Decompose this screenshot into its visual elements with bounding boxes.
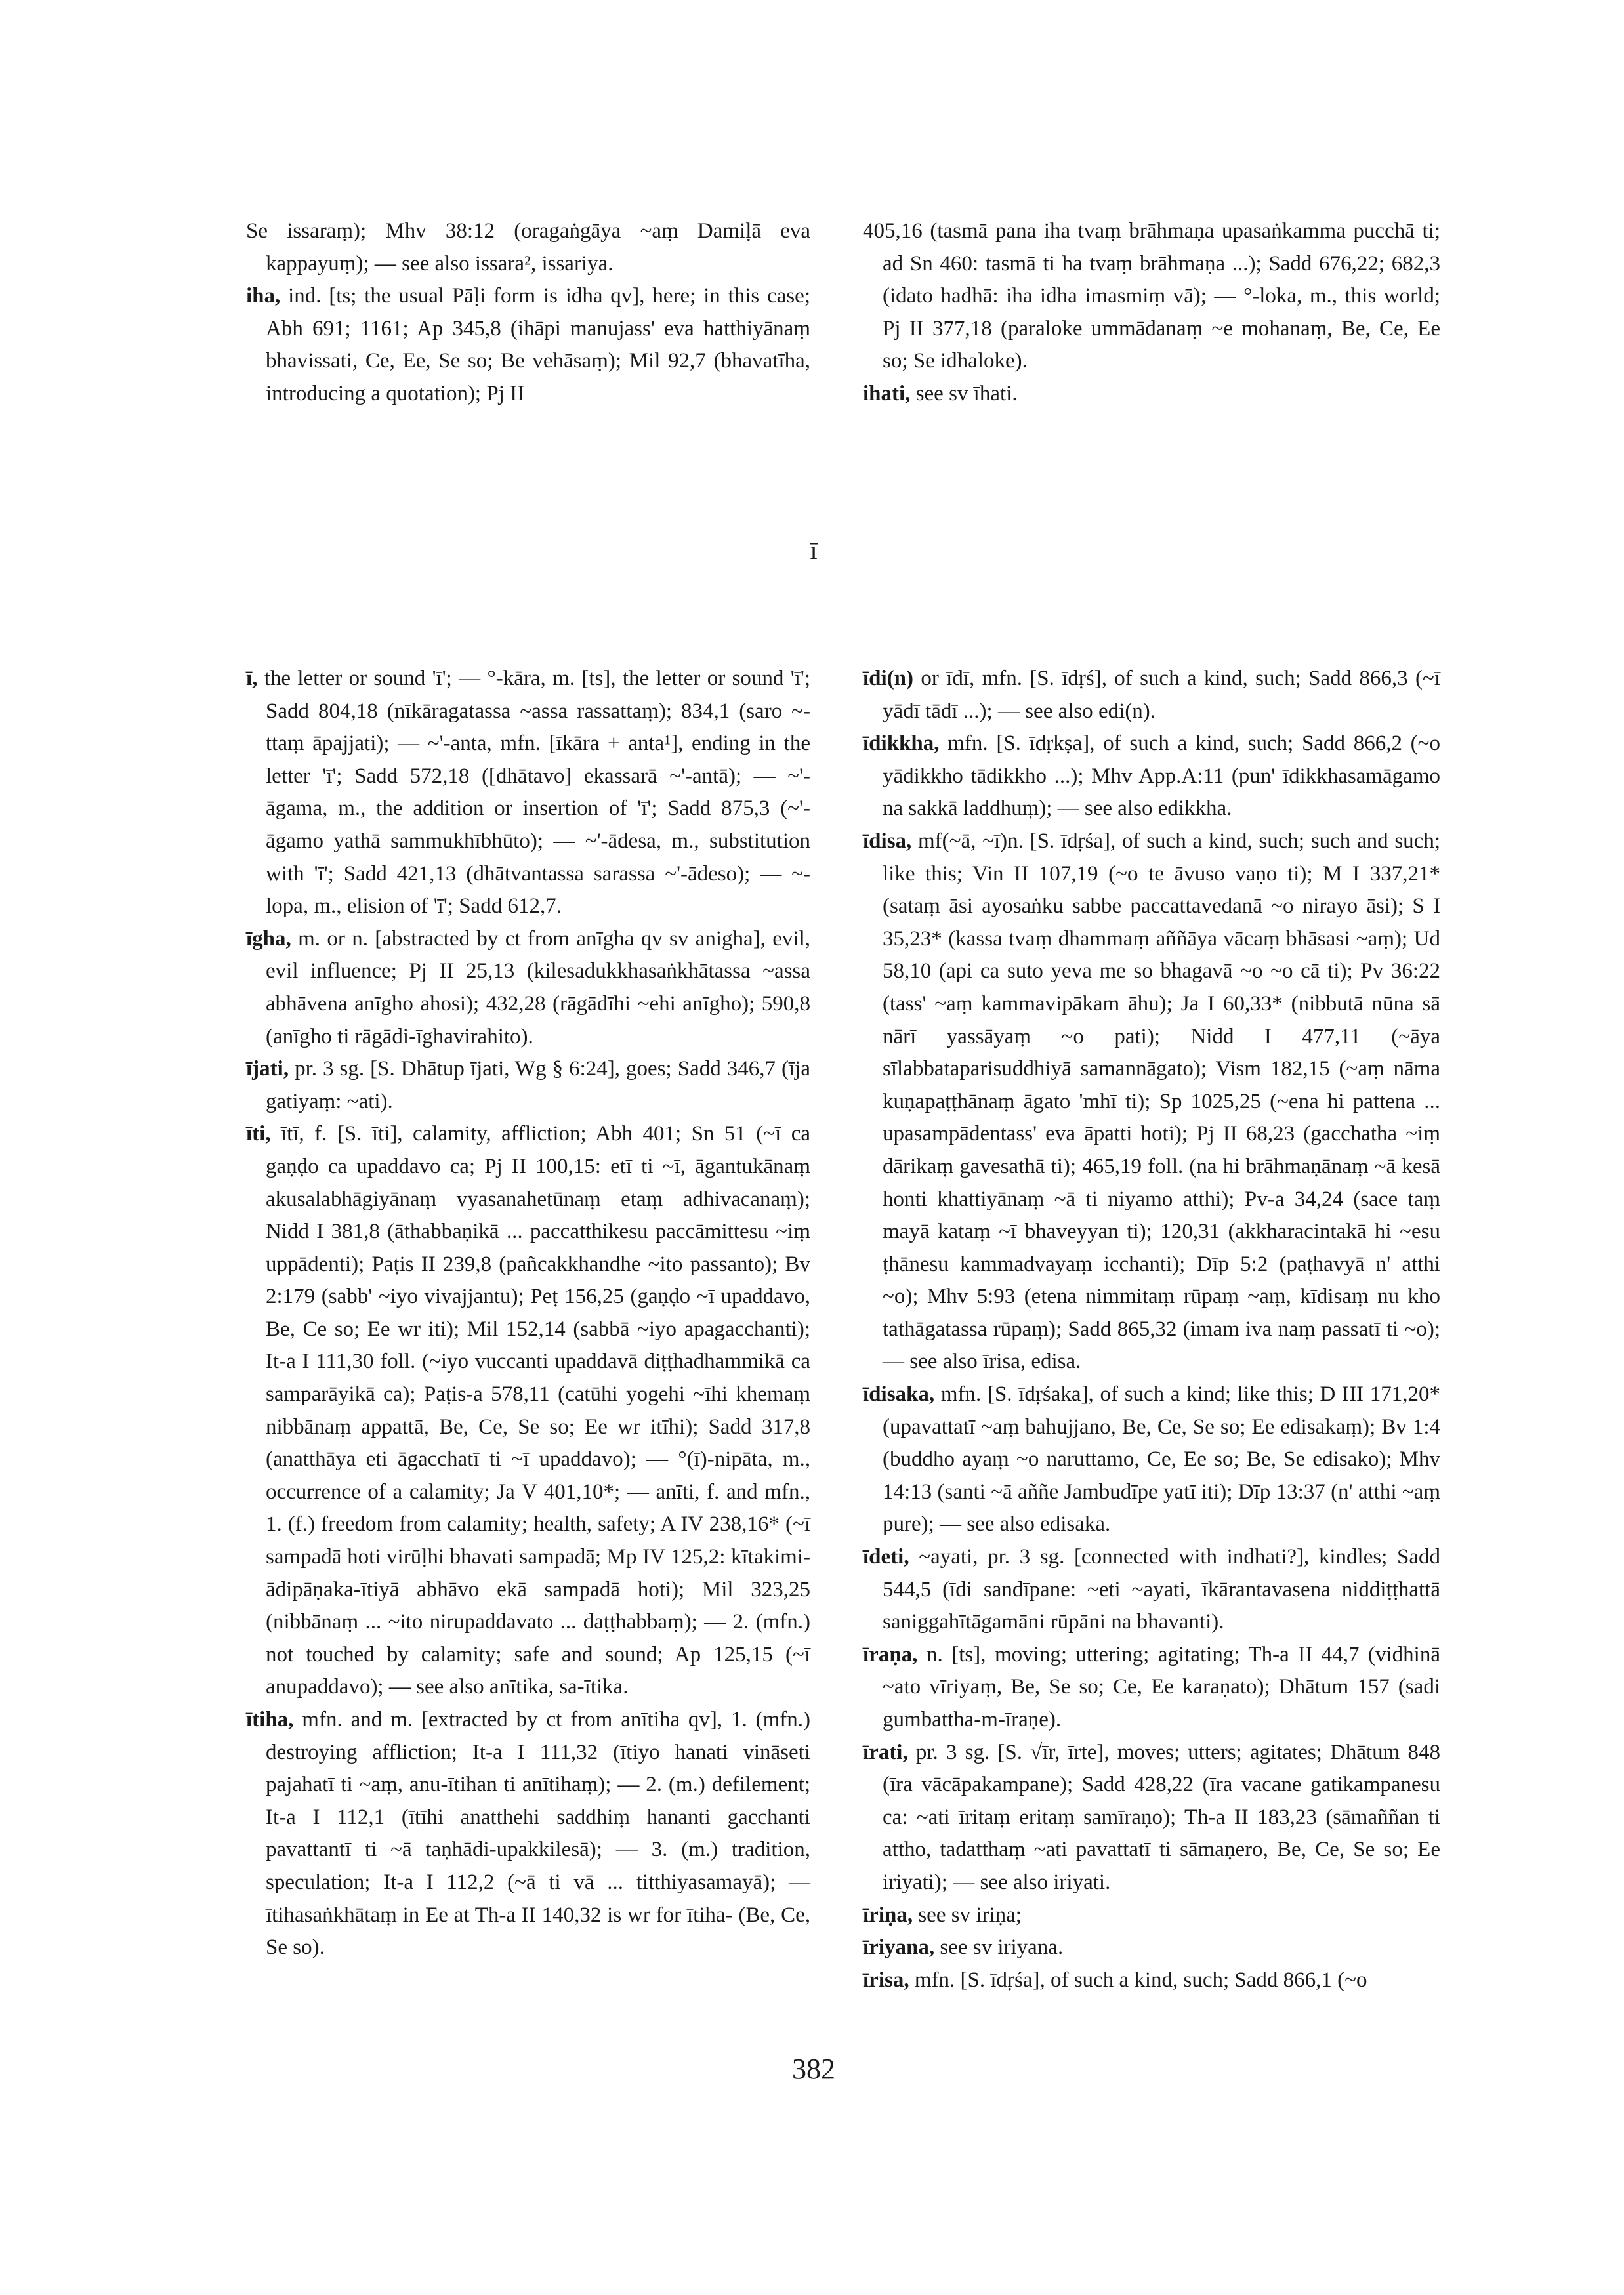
entry-body: mfn. [S. īdṛśaka], of such a kind; like this; D III 171,20* (upavattatī ~aṃ bahujjano, Be, Ce, Se so; Ee edisakaṃ); Bv 1:4 (buddho ayaṃ ~o naruttamo, Ce, Ee so; Be, Se edisako); Mhv 14:13 (santi ~ā aññe Jambudīpe yatī iti); Dīp 13:37 (n' atthi ~aṃ pure); — see also edisaka. — [883, 1382, 1440, 1537]
entry-headword: ī, — [246, 667, 258, 690]
entry-body: mf(~ā, ~ī)n. [S. īdṛśa], of such a kind, such; such and such; like this; Vin II 107,19 (~o te āvuso vaṇo ti); M I 337,21* (sataṃ āsi ayosaṅku sabbe paccattavedanā ~o nirayo āsi); S I 35,23* (kassa tvaṃ dhammaṃ aññāya vācaṃ bhāsasi ~aṃ); Ud 58,10 (api ca suto yeva me so bhagavā ~o ~o cā ti); Pv 36:22 (tass' ~aṃ kammavipākam āhu); Ja I 60,33* (nibbutā nūna sā nārī yassāyaṃ ~o pati); Nidd I 477,11 (~āya sīlabbataparisuddhiyā samannāgato); Vism 182,15 (~aṃ nāma kuṇapaṭṭhānaṃ āgato 'mhī ti); Sp 1025,25 (~ena hi pattena ... upasampādentass' eva āpatti hoti); Pj II 68,23 (gacchatha ~iṃ dārikaṃ gavesathā ti); 465,19 foll. (na hi brāhmaṇānaṃ ~ā kesā honti khattiyānaṃ ~ā ti niyamo atthi); Pv-a 34,24 (sace taṃ mayā kataṃ ~ī bhaveyyan ti); 120,31 (akkharacintakā hi ~esu ṭhānesu kammadvayaṃ icchanti); Dīp 5:2 (paṭhavyā n' atthi ~o); Mhv 5:93 (etena nimmitaṃ rūpaṃ ~aṃ, kīdisaṃ nu kho tathāgatassa rūpaṃ); Sadd 865,32 (imam iva naṃ passatī ti ~o); — see also īrisa, edisa. — [883, 829, 1440, 1374]
page-number: 382 — [792, 2053, 835, 2085]
dictionary-entry — [246, 663, 810, 923]
entry-headword: īraṇa, — [863, 1642, 918, 1666]
entry-body: the letter or sound 'ī'; — °-kāra, m. [ts], the letter or sound 'ī'; Sadd 804,18 (nīkāragatassa ~assa rassattaṃ); 834,1 (saro ~-ttaṃ āpajjati); — ~'-anta, mfn. [īkāra + anta¹], ending in the letter 'ī'; Sadd 572,18 ([dhātavo] ekassarā ~'-antā); — ~'-āgama, m., the addition or insertion of 'ī'; Sadd 875,3 (~'-āgamo yathā sammukhībhūto); — ~'-ādesa, m., substitution with 'ī'; Sadd 421,13 (dhātvantassa sarassa ~'-ādeso); — ~-lopa, m., elision of 'ī'; Sadd 612,7. — [257, 667, 810, 919]
section-letter: ī — [810, 535, 818, 565]
dictionary-entry — [863, 663, 1440, 728]
entry-headword: īdeti, — [863, 1545, 909, 1569]
dictionary-entry — [863, 1639, 1440, 1737]
entry-body: mfn. and m. [extracted by ct from anītiha qv], 1. (mfn.) destroying affliction; It-a I 111,32 (ītiyo hanati vināseti pajahatī ti ~aṃ, anu-ītihan ti anītihaṃ); — 2. (m.) defilement; It-a I 112,1 (ītīhi anatthehi saddhiṃ hananti gacchanti pavattantī ti ~ā taṇhādi-upakkilesā); — 3. (m.) tradition, speculation; It-a I 112,2 (~ā ti vā ... titthiyasamayā); — ītihasaṅkhātaṃ in Ee at Th-a II 140,32 is wr for ītiha- (Be, Ce, Se so). — [266, 1708, 810, 1960]
entry-body: see sv īhati. — [910, 381, 1018, 405]
dictionary-entry — [863, 1378, 1440, 1541]
entry-headword: ihati, — [863, 381, 911, 405]
entry-headword: īrisa, — [863, 1968, 909, 1992]
dictionary-entry — [863, 825, 1440, 1378]
entry-headword: ītiha, — [246, 1708, 294, 1731]
dictionary-entry — [863, 1932, 1440, 1964]
entry-body: Se issaraṃ); Mhv 38:12 (oragaṅgāya ~aṃ Damiḷā eva kappayuṃ); — see also issara², issariya. — [246, 219, 810, 276]
entry-headword: īdi(n) — [863, 667, 914, 690]
dictionary-entry — [863, 1899, 1440, 1932]
entry-body: see sv iriṇa; — [913, 1903, 1022, 1927]
dictionary-entry — [246, 1704, 810, 1964]
top-left-column — [246, 215, 810, 411]
entry-headword: īdisa, — [863, 829, 912, 853]
entry-body: see sv iriyana. — [934, 1935, 1064, 1960]
entry-body: pr. 3 sg. [S. √īr, īrte], moves; utters; agitates; Dhātum 848 (īra vācāpakampane); Sadd 428,22 (īra vacane gatikampanesu ca: ~ati īritaṃ eritaṃ samīraṇo); Th-a II 183,23 (sāmaññan ti attho, tadatthaṃ ~ati pavattatī ti sāmaṇero, Be, Ce, Se so; Ee iriyati); — see also iriyati. — [883, 1740, 1440, 1894]
entry-body: pr. 3 sg. [S. Dhātup ījati, Wg § 6:24], goes; Sadd 346,7 (īja gatiyaṃ: ~ati). — [266, 1057, 810, 1113]
entry-headword: īriṇa, — [863, 1903, 913, 1927]
entry-body: 405,16 (tasmā pana iha tvaṃ brāhmaṇa upasaṅkamma pucchā ti; ad Sn 460: tasmā ti ha tvaṃ brāhmaṇa ...); Sadd 676,22; 682,3 (idato hadhā: iha idha imasmiṃ vā); — °-loka, m., this world; Pj II 377,18 (paraloke ummādanaṃ ~e mohanaṃ, Be, Ce, Ee so; Se idhaloke). — [863, 219, 1440, 373]
entry-headword: īdikkha, — [863, 732, 940, 756]
entry-headword: īdisaka, — [863, 1382, 935, 1407]
dictionary-entry — [863, 1964, 1440, 1997]
right-column — [863, 663, 1440, 1996]
dictionary-entry — [863, 1541, 1440, 1639]
entry-headword: ījati, — [246, 1057, 289, 1081]
dictionary-entry — [863, 728, 1440, 825]
entry-body: ind. [ts; the usual Pāḷi form is idha qv], here; in this case; Abh 691; 1161; Ap 345,8 (ihāpi manujass' eva hatthiyānaṃ bhavissati, Ce, Ee, Se so; Be vehāsaṃ); Mil 92,7 (bhavatīha, introducing a quotation); Pj II — [266, 284, 810, 405]
dictionary-entry — [246, 280, 810, 410]
entry-body: n. [ts], moving; uttering; agitating; Th-a II 44,7 (vidhinā ~ato vīriyaṃ, Be, Se so; Ce, Ee karaṇato); Dhātum 157 (sadi gumbattha-m-īraṇe). — [883, 1642, 1440, 1731]
entry-body: ~ayati, pr. 3 sg. [connected with indhati?], kindles; Sadd 544,5 (īdi sandīpane: ~eti ~ayati, īkārantavasena niddiṭṭhattā saniggahītāgamāni rūpāni na bhavanti). — [883, 1545, 1440, 1634]
dictionary-entry — [246, 1053, 810, 1118]
entry-body: mfn. [S. īdṛkṣa], of such a kind, such; Sadd 866,2 (~o yādikkho tādikkho ...); Mhv App.A:11 (pun' īdikkhasamāgamo na sakkā laddhuṃ); — see also edikkha. — [883, 732, 1440, 821]
dictionary-entry — [863, 215, 1440, 378]
left-column — [246, 663, 810, 1964]
dictionary-entry — [246, 215, 810, 280]
entry-headword: īgha, — [246, 926, 291, 951]
entry-body: m. or n. [abstracted by ct from anīgha qv sv anigha], evil, evil influence; Pj II 25,13 (kilesadukkhasaṅkhātassa ~assa abhāvena anīgho ahosi); 432,28 (rāgādīhi ~ehi anīgho); 590,8 (anīgho ti rāgādi-īghavirahito). — [266, 926, 810, 1048]
dictionary-entry — [246, 923, 810, 1053]
entry-headword: iha, — [246, 284, 281, 308]
entry-body: ītī, f. [S. īti], calamity, affliction; Abh 401; Sn 51 (~ī ca gaṇḍo ca upaddavo ca; Pj II 100,15: etī ti ~ī, āgantukānaṃ akusalabhāgiyānaṃ vyasanahetūnaṃ etaṃ adhivacanaṃ); Nidd I 381,8 (āthabbaṇikā ... paccatthikesu paccāmittesu ~iṃ uppādenti); Paṭis II 239,8 (pañcakkhandhe ~ito passanto); Bv 2:179 (sabb' ~iyo vivajjantu); Peṭ 156,25 (gaṇḍo ~ī upaddavo, Be, Ce so; Ee wr iti); Mil 152,14 (sabbā ~iyo apagacchanti); It-a I 111,30 foll. (~iyo vuccanti upaddavā diṭṭhadhammikā ca samparāyikā ca); Paṭis-a 578,11 (catūhi yogehi ~īhi khemaṃ nibbānaṃ appattā, Be, Ce, Se so; Ee wr itīhi); Sadd 317,8 (anatthāya eti āgacchatī ti ~ī upaddavo); — °(ī)-nipāta, m., occurrence of a calamity; Ja V 401,10*; — anīti, f. and mfn., 1. (f.) freedom from calamity; health, safety; A IV 238,16* (~ī sampadā hoti virūḷhi bhavati sampadā; Mp IV 125,2: kītakimi-ādipāṇaka-ītiyā abhāvo ekā sampadā hoti); Mil 323,25 (nibbānaṃ ... ~ito nirupaddavato ... daṭṭhabbaṃ); — 2. (mfn.) not touched by calamity; safe and sound; Ap 125,15 (~ī anupaddavo); — see also anītika, sa-ītika. — [266, 1122, 810, 1699]
dictionary-entry — [863, 1737, 1440, 1899]
entry-headword: īrati, — [863, 1740, 908, 1764]
dictionary-entry — [863, 378, 1440, 411]
entry-headword: īriyana, — [863, 1935, 935, 1960]
entry-body: mfn. [S. īdṛśa], of such a kind, such; Sadd 866,1 (~o — [909, 1968, 1367, 1992]
top-right-column — [863, 215, 1440, 411]
entry-body: or īdī, mfn. [S. īdṛś], of such a kind, such; Sadd 866,3 (~ī yādī tādī ...); — see also edi(n). — [883, 667, 1440, 723]
entry-headword: īti, — [246, 1122, 271, 1146]
dictionary-entry — [246, 1118, 810, 1704]
